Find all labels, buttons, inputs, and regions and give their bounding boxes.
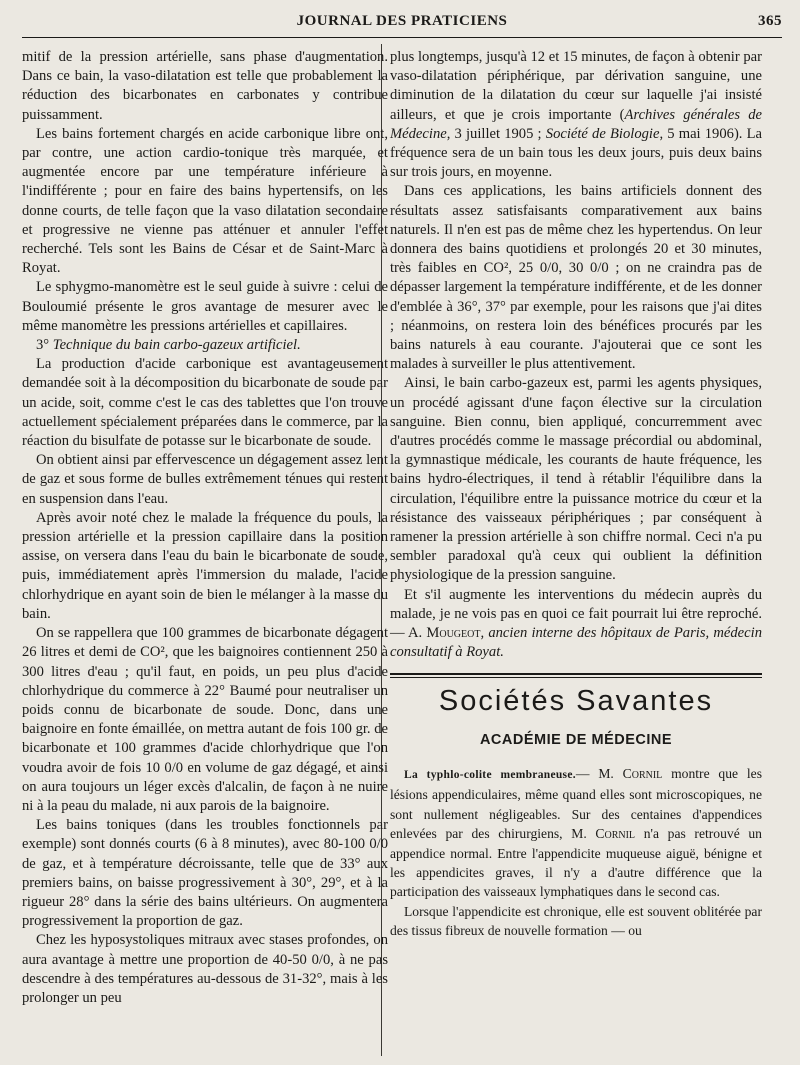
paragraph: Ainsi, le bain carbo-gazeux est, parmi les agents physiques, un procédé agissant d'une façon élective sur la circulation sanguine. Bien connu, bien appliqué, concurremment avec d'autres procédés comme le massage précordial ou abdominal, la gymnastique médicale, les courants de haute fréquence, les bains hydro-électriques, il tend à rétablir l'équilibre dans la circulation, l'équilibre entre la puissance motrice du cœur et la résistance des vaisseaux périphériques ; par conséquent à ramener la pression artérielle à son chiffre normal. Ceci n'a pu sembler paradoxal qu'à ceux qui oublient la définition physiologique de la pression sanguine. bbox=[390, 375, 762, 584]
paragraph: Les bains toniques (dans les troubles fonctionnels par exemple) sont donnés courts (6 à 8 minutes), avec 80-100 0/0 de gaz, et à température décroissante, telle que de 33° aux premiers bains, on baisse progressivement à 30°, 29°, et à la rigueur 28° dans la série des bains ultérieurs. On augmentera progressivement la proportion de gaz. bbox=[22, 817, 388, 930]
left-column bbox=[22, 48, 388, 1008]
signature-paragraph: Et s'il augmente les interventions du médecin auprès du malade, je ne vois pas en quoi ce fait pourrait lui être reproché. — A. Mougeot, ancien interne des hôpitaux de Paris, médecin consultatif à Royat. bbox=[390, 586, 762, 661]
heading-text: Technique du bain carbo-gazeux artificiel. bbox=[52, 337, 301, 354]
person-name: Cornil bbox=[622, 765, 663, 781]
author-name: Mougeot bbox=[426, 625, 481, 642]
paragraph: Après avoir noté chez le malade la fréquence du pouls, la pression artérielle et la pression capillaire dans la position assise, on versera dans l'eau du bain le bicarbonate de soude, puis, immédiatement après l'immersion du malade, l'acide chlorhydrique en ayant soin de bien le mélanger à la masse du bain. bbox=[22, 509, 388, 622]
person-name: Cornil bbox=[595, 826, 636, 842]
heading-number: 3° bbox=[36, 337, 50, 354]
paragraph: On se rappellera que 100 grammes de bicarbonate dégagent 26 litres et demi de CO², que les baignoires contiennent 250 à 300 litres d'eau ; qu'il faut, en poids, un peu plus d'acide chlorhydrique du commerce à 22° Baumé pour neutraliser un poids connu de bicarbonate de soude. Donc, dans une baignoire en fonte émaillée, on mettra autant de fois 100 gr. de bicarbonate et 100 grammes d'acide chlorhydrique que l'on voudra avoir de fois 10 0/0 en volume de gaz dégagé, et ainsi on aura toujours un léger excès d'alcalin, de façon à ne nuire ni à la peau du malade, ni aux parois de la baignoire. bbox=[22, 625, 388, 814]
paragraph: Chez les hyposystoliques mitraux avec stases profondes, on aura avantage à mettre une proportion de 40-50 0/0, à ne pas descendre à des températures au-dessous de 31-32°, mais à les prolonger un peu bbox=[22, 932, 388, 1006]
paragraph: On obtient ainsi par effervescence un dégagement assez lent de gaz et sous forme de bulles extrêmement ténues qui restent en suspension dans l'eau. bbox=[22, 452, 388, 507]
paragraph: plus longtemps, jusqu'à 12 et 15 minutes, de façon à obtenir par vaso-dilatation périphérique, par dérivation sanguine, une diminution de la dilatation du cœur sur laquelle j'ai insisté ailleurs, et que je crois importante (Archives générales de Médecine, 3 juillet 1905 ; Société de Biologie, 5 mai 1906). La fréquence sera de un bain tous les deux jours, puis deux bains sur trois jours, en moyenne. bbox=[390, 49, 763, 181]
paragraph: Lorsque l'appendicite est chronique, elle est souvent oblitérée par des tissus fibreux de nouvelle formation — ou bbox=[390, 903, 762, 939]
citation: Société de Biologie bbox=[545, 125, 660, 142]
paragraph-lead: La typhlo-colite membraneuse. bbox=[404, 768, 576, 781]
paragraph: Les bains fortement chargés en acide carbonique libre ont, par contre, une action cardio-tonique très marquée, et augmentée encore par une température inférieure à l'indifférente ; pour en faire des bains hypertensifs, on les donne courts, de telle façon que la vaso dilatation secondaire et progressive ne vienne pas atténuer et annuler l'effet recherché. Tels sont les Bains de César et de Saint-Marc à Royat. bbox=[22, 125, 388, 277]
citation: Archives générales de Médecine bbox=[390, 106, 763, 142]
paragraph: La typhlo-colite membraneuse.— M. Cornil montre que les lésions appendiculaires, même quand elles sont microscopiques, ne sont nullement négligeables. Sur des centaines d'appendices enlevées par des chirurgiens, M. Cornil n'a pas retrouvé un appendice normal. Entre l'appendicite muqueuse aiguë, bénigne et les appendicites graves, il n'y a d'autre différence que la participation des vaisseaux lymphatiques dans le second cas. bbox=[390, 765, 762, 900]
journal-title: JOURNAL DES PRATICIENS bbox=[296, 13, 508, 29]
header-rule bbox=[22, 37, 782, 38]
subsection-title: ACADÉMIE DE MÉDECINE bbox=[479, 731, 673, 748]
paragraph: mitif de la pression artérielle, sans phase d'augmentation. Dans ce bain, la vaso-dilatation est telle que probablement la réduction des bicarbonates en carbonates y contribue puissamment. bbox=[22, 49, 388, 123]
author-affiliation: , ancien interne des hôpitaux de Paris, médecin consultatif à Royat. bbox=[390, 625, 762, 661]
paragraph: Le sphygmo-manomètre est le seul guide à suivre : celui de Bouloumié présente le gros avantage de mesurer avec le même manomètre les pressions artérielles et capillaires. bbox=[22, 279, 388, 334]
paragraph: Dans ces applications, les bains artificiels donnent des résultats assez satisfaisants comparativement aux bains naturels. Il n'en est pas de même chez les hypertendus. On leur donnera des bains quotidiens et prolongés 20 et 30 minutes, très faibles en CO², 25 0/0, 30 0/0 ; on ne craindra pas de dépasser largement la température indifférente, et de les donner d'emblée à 36°, 37° par exemple, pour les raisons que j'ai dites ; néanmoins, on restera loin des bénéfices procurés par les bains naturels à eau courante. J'ajouterai que ce sont les malades à surveiller le plus attentivement. bbox=[390, 183, 762, 373]
section-title: Sociétés Savantes bbox=[438, 684, 714, 717]
running-header bbox=[22, 13, 782, 37]
page-number: 365 bbox=[758, 13, 782, 29]
section-heading bbox=[22, 336, 388, 355]
section-separator bbox=[390, 673, 762, 678]
right-column bbox=[390, 48, 762, 941]
paragraph: La production d'acide carbonique est avantageusement demandée soit à la décomposition du bicarbonate de soude par un acide, soit, comme c'est le cas des tablettes que l'on trouve actuellement spécialement préparées dans le commerce, par la réaction du bisulfate de potasse sur le bicarbonate de soude. bbox=[22, 356, 388, 450]
